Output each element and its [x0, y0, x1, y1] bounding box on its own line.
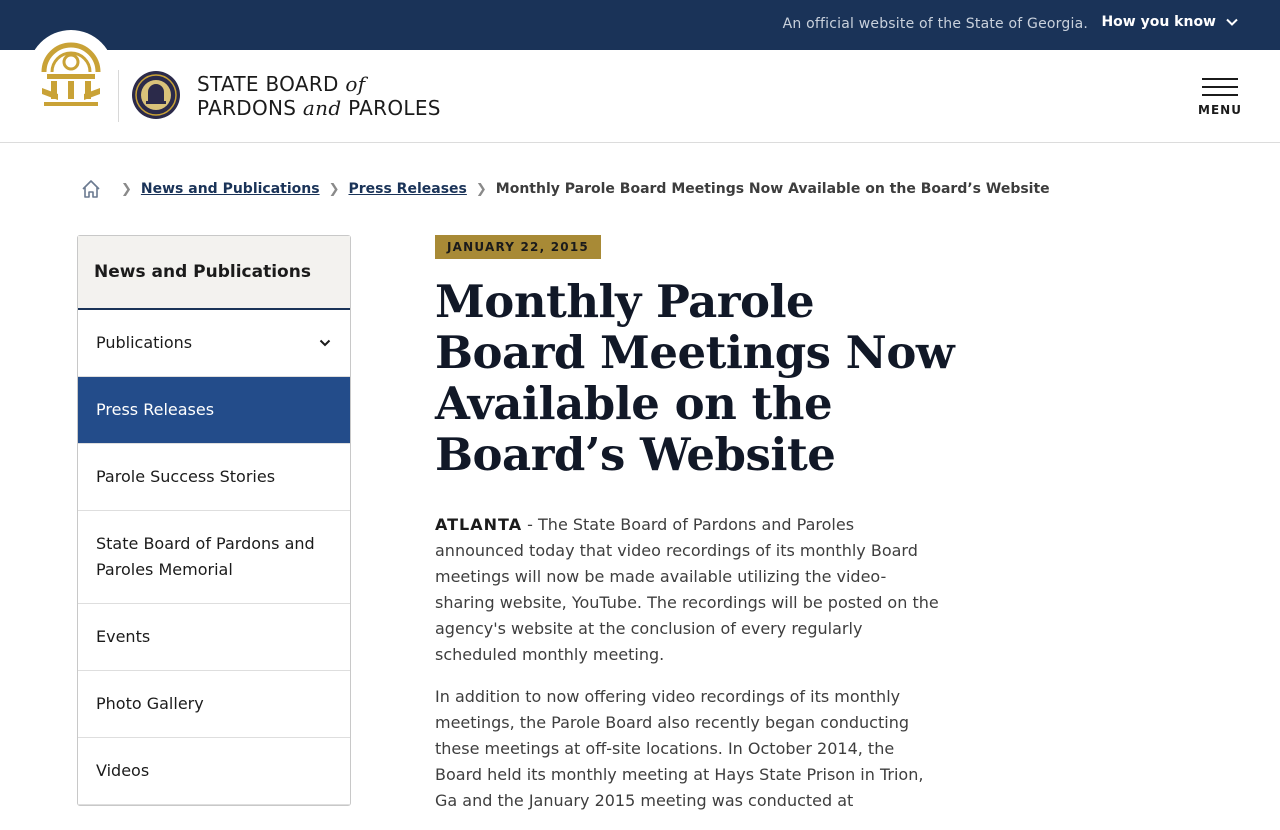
chevron-right-icon: ❯ [328, 181, 340, 197]
agency-name-part: STATE BOARD [197, 72, 346, 96]
sidebar-item-label: Press Releases [96, 400, 215, 419]
menu-button[interactable] [1198, 78, 1242, 117]
sidebar-item-press-releases[interactable] [78, 377, 350, 444]
sidebar-item-photo-gallery[interactable] [78, 671, 350, 738]
georgia-arch-icon [38, 36, 104, 110]
breadcrumb-news-and-publications[interactable]: News and Publications [140, 181, 320, 197]
agency-name-part: and [302, 96, 342, 120]
article-paragraph: In addition to now offering video recordings of its monthly meetings, the Parole Board also recently began conducting these meetings at off-site locations. In October 2014, the Board held its monthly meeting at Hays State Prison in Trion, Ga and the January 2015 meeting was conducted at [435, 687, 924, 810]
sidebar-item-publications[interactable] [78, 310, 350, 377]
official-banner [0, 0, 1280, 50]
site-header [0, 50, 1280, 143]
breadcrumb-current: Monthly Parole Board Meetings Now Available on the Board’s Website [495, 181, 1050, 197]
chevron-right-icon: ❯ [475, 181, 487, 197]
hamburger-icon [1202, 78, 1238, 96]
menu-label: MENU [1198, 103, 1242, 117]
chevron-down-icon [1224, 14, 1240, 30]
home-icon[interactable] [80, 178, 102, 200]
sidebar-item-videos[interactable] [78, 738, 350, 805]
paragraph-text: - The State Board of Pardons and Paroles announced today that video recordings of its monthly Board meetings will now be made available utilizing the video-sharing website, YouTube. The recordings will be posted on the agency's website at the conclusion of every regularly scheduled monthly meeting. [435, 515, 939, 664]
dateline: ATLANTA [435, 515, 523, 534]
chevron-down-icon[interactable] [318, 336, 332, 350]
agency-name-line2 [197, 96, 441, 120]
sidebar-item-label: Publications [96, 333, 193, 352]
sidebar-item-label: Parole Success Stories [96, 467, 276, 486]
how-you-know-button[interactable] [1101, 14, 1240, 30]
sidebar-item-label: Photo Gallery [96, 694, 204, 713]
breadcrumb-press-releases[interactable]: Press Releases [348, 181, 467, 197]
article-paragraph [435, 512, 945, 668]
agency-name-part: PARDONS [197, 96, 303, 120]
breadcrumb [80, 178, 1050, 200]
georgia-logo[interactable] [28, 30, 114, 116]
official-text: An official website of the State of Georgia. [782, 16, 1088, 32]
article-body [435, 512, 945, 830]
chevron-right-icon: ❯ [121, 181, 132, 197]
sidebar-item-events[interactable] [78, 604, 350, 671]
sidebar-item-label: State Board of Pardons and Paroles Memorial [96, 534, 315, 579]
agency-name-line1 [197, 72, 441, 96]
sidebar-heading[interactable]: News and Publications [78, 236, 350, 310]
board-seal-icon[interactable] [131, 70, 181, 120]
section-sidebar [77, 235, 351, 806]
how-you-know-label: How you know [1101, 14, 1216, 30]
sidebar-item-memorial[interactable] [78, 511, 350, 604]
agency-name-part: of [345, 72, 366, 96]
logo-divider [118, 70, 119, 122]
agency-name[interactable] [197, 72, 441, 120]
sidebar-item-label: Videos [96, 761, 150, 780]
page-title: Monthly Parole Board Meetings Now Available on the Board’s Website [435, 275, 955, 481]
sidebar-item-label: Events [96, 627, 151, 646]
agency-name-part: PAROLES [341, 96, 441, 120]
date-badge: JANUARY 22, 2015 [435, 235, 601, 259]
sidebar-item-parole-success-stories[interactable] [78, 444, 350, 511]
